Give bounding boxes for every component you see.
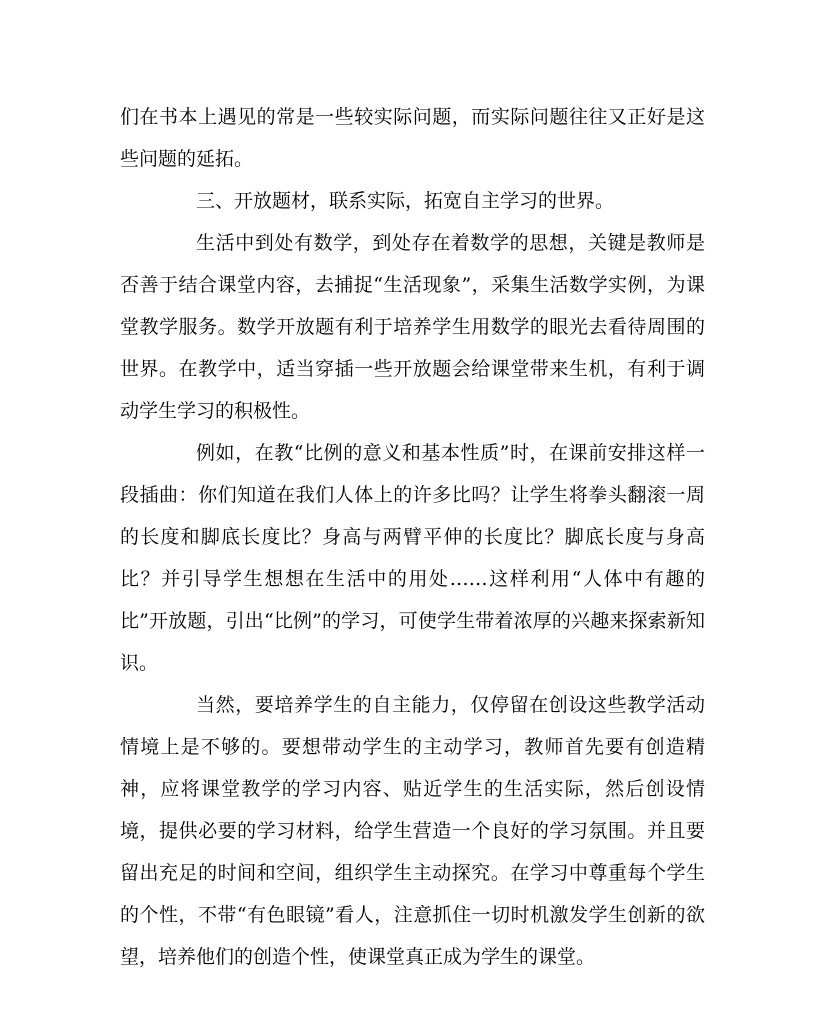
paragraph-continuation: 们在书本上遇见的常是一些较实际问题，而实际问题往往又正好是这些问题的延拓。 xyxy=(120,106,705,170)
paragraph-example: 例如，在教“比例的意义和基本性质”时，在课前安排这样一段插曲：你们知道在我们人体上的许多比吗？让学生将拳头翻滚一周的长度和脚底长度比？身高与两臂平伸的长度比？脚底长度与身高比？并引导学生想想在生活中的用处……这样利用“人体中有趣的比”开放题，引出“比例”的学习，可使学生带着浓厚的兴趣来探索新知识。 xyxy=(120,442,705,674)
section-heading: 三、开放题材，联系实际，拓宽自主学习的世界。 xyxy=(196,190,615,212)
body-text xyxy=(120,96,705,978)
paragraph-life-math: 生活中到处有数学，到处存在着数学的思想，关键是教师是否善于结合课堂内容，去捕捉“生活现象”，采集生活数学实例，为课堂教学服务。数学开放题有利于培养学生用数学的眼光去看待周围的世界。在教学中，适当穿插一些开放题会给课堂带来生机，有利于调动学生学习的积极性。 xyxy=(120,232,705,422)
paragraph-conclusion: 当然，要培养学生的自主能力，仅停留在创设这些教学活动情境上是不够的。要想带动学生的主动学习，教师首先要有创造精神，应将课堂教学的学习内容、贴近学生的生活实际，然后创设情境，提供必要的学习材料，给学生营造一个良好的学习氛围。并且要留出充足的时间和空间，组织学生主动探究。在学习中尊重每个学生的个性，不带“有色眼镜”看人，注意抓住一切时机激发学生创新的欲望，培养他们的创造个性，使课堂真正成为学生的课堂。 xyxy=(120,694,705,968)
